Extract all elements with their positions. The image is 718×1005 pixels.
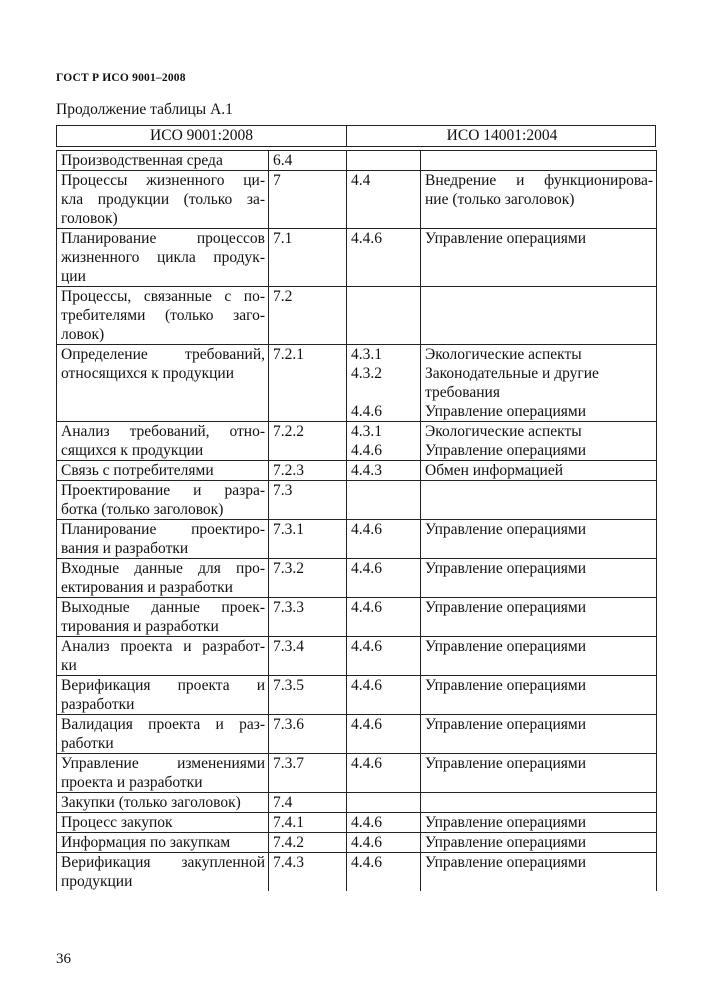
iso9001-clause-number: 7.4 [269,793,347,813]
table-row [57,793,657,813]
iso14001-clause-number [347,637,421,676]
iso9001-clause-title [57,637,269,676]
iso9001-clause-title-line: Связь с потребителями [61,462,214,479]
iso9001-clause-title-line: продукции [61,873,133,890]
table-row [57,754,657,793]
iso14001-clause-title-line: требования [425,384,500,401]
iso14001-clause-number [347,676,421,715]
iso9001-clause-title-line: требителями (только заго- [61,307,265,324]
iso14001-clause-number-line: 4.3.1 [351,423,382,440]
column-header-iso14001: ИСО 14001:2004 [446,127,558,144]
iso14001-clause-title-line: Управление операциями [425,677,586,694]
iso14001-clause-title-line: Экологические аспекты [425,423,582,440]
iso14001-clause-number-line [351,383,417,402]
iso9001-clause-title-line: Определение требований, [61,346,265,363]
iso14001-clause-title [421,715,657,754]
iso9001-clause-number: 7.3.2 [269,559,347,598]
iso9001-clause-title-line: кла продукции (только за- [61,191,265,208]
iso9001-clause-title-line: Производственная среда [61,152,223,169]
iso14001-clause-number-line: 4.4.6 [351,638,382,655]
iso9001-clause-title-line: Управление изменениями [61,755,265,772]
iso14001-clause-title-line: Управление операциями [425,854,586,871]
iso14001-clause-title-line: Экологические аспекты [425,346,582,363]
iso9001-clause-title-line: Валидация проекта и раз- [61,716,265,733]
iso9001-clause-number: 7.1 [269,229,347,287]
table-row [57,715,657,754]
iso14001-clause-number-line: 4.4.6 [351,403,382,420]
table-row [57,481,657,520]
iso14001-clause-number-line: 4.4.6 [351,442,382,459]
table-row [57,520,657,559]
iso9001-clause-title-line: ектирования и разработки [61,579,233,596]
iso14001-clause-number-line: 4.4.6 [351,677,382,694]
table-row [57,813,657,833]
table-row [57,559,657,598]
iso14001-clause-number-line: 4.4.6 [351,230,382,247]
table-row [57,637,657,676]
table-row [57,833,657,853]
iso9001-clause-number: 7.4.3 [269,853,347,892]
iso14001-clause-title-line: Управление операциями [425,403,586,420]
iso14001-clause-number [347,171,421,229]
iso14001-clause-title [421,793,657,813]
iso14001-clause-title [421,637,657,676]
iso9001-clause-number: 7.2.1 [269,345,347,422]
iso9001-clause-title-line: Верификация проекта и [61,677,265,694]
iso9001-clause-title-line: разработки [61,696,135,713]
iso14001-clause-number [347,598,421,637]
iso9001-clause-title [57,422,269,461]
iso9001-clause-title-line: Информация по закупкам [61,834,231,851]
iso14001-clause-number-line: 4.4.6 [351,716,382,733]
iso9001-clause-title-line: Проектирование и разра- [61,482,265,499]
table-caption: Продолжение таблицы А.1 [56,101,233,118]
iso14001-clause-title-line: Управление операциями [425,442,586,459]
iso9001-clause-title [57,853,269,892]
iso14001-clause-title [421,229,657,287]
iso9001-clause-title-line: ции [61,268,86,285]
iso9001-clause-title [57,171,269,229]
iso9001-clause-title-line: вания и разработки [61,540,189,557]
table-row [57,676,657,715]
iso9001-clause-title-line: Процесс закупок [61,814,173,831]
iso14001-clause-title [421,598,657,637]
iso14001-clause-number [347,229,421,287]
iso9001-clause-title [57,715,269,754]
table-row [57,853,657,892]
iso9001-clause-title-line: ботка (только заголовок) [61,501,224,518]
iso14001-clause-title-line: Управление операциями [425,521,586,538]
iso14001-clause-title-line: Законодательные и другие [425,365,599,382]
iso9001-clause-title-line: Верификация закупленной [61,854,265,871]
iso14001-clause-title-line: Управление операциями [425,560,586,577]
iso9001-clause-number: 7.3.4 [269,637,347,676]
iso9001-clause-title [57,151,269,171]
iso9001-clause-title [57,559,269,598]
iso14001-clause-title-line: Управление операциями [425,755,586,772]
iso9001-clause-number: 7.3.7 [269,754,347,793]
iso14001-clause-title-line: Управление операциями [425,599,586,616]
table-row [57,171,657,229]
iso14001-clause-number [347,833,421,853]
iso9001-clause-number: 7.2.3 [269,461,347,481]
iso14001-clause-number-line: 4.4.6 [351,599,382,616]
iso14001-clause-number-line: 4.3.2 [351,365,382,382]
iso14001-clause-number-line: 4.4.6 [351,560,382,577]
iso9001-clause-title-line: Анализ проекта и разработ- [61,638,265,655]
iso14001-clause-number-line: 4.4.6 [351,854,382,871]
iso9001-clause-title-line: Выходные данные проек- [61,599,265,616]
iso14001-clause-number-line: 4.4.6 [351,834,382,851]
iso14001-clause-title [421,754,657,793]
iso14001-clause-title [421,481,657,520]
iso14001-clause-number [347,559,421,598]
iso9001-clause-title-line: Планирование процессов [61,230,265,247]
iso14001-clause-number [347,287,421,345]
iso9001-clause-title-line: ловок) [61,326,105,343]
iso9001-clause-title-line: жизненного цикла продук- [61,249,265,266]
iso9001-clause-title [57,598,269,637]
iso9001-clause-title [57,813,269,833]
iso14001-clause-number-line: 4.4.3 [351,462,382,479]
iso14001-clause-title [421,422,657,461]
iso14001-clause-title [421,833,657,853]
iso14001-clause-title-line: ние (только заголовок) [425,191,575,208]
iso9001-clause-title-line: работки [61,735,114,752]
iso14001-clause-number [347,754,421,793]
iso9001-clause-title [57,287,269,345]
iso9001-clause-title [57,676,269,715]
iso14001-clause-number [347,715,421,754]
iso14001-clause-title [421,171,657,229]
iso9001-clause-number: 7.3.5 [269,676,347,715]
iso9001-clause-title-line: Процессы, связанные с по- [61,288,265,305]
iso9001-clause-number: 7.3.1 [269,520,347,559]
iso9001-clause-title [57,461,269,481]
document-header: ГОСТ Р ИСО 9001–2008 [56,72,186,84]
table-row [57,345,657,422]
iso14001-clause-title [421,559,657,598]
iso14001-clause-number [347,461,421,481]
table-row [57,461,657,481]
correspondence-table [56,125,656,891]
iso9001-clause-title [57,481,269,520]
iso14001-clause-title [421,461,657,481]
iso14001-clause-number [347,345,421,422]
iso9001-clause-number: 6.4 [269,151,347,171]
iso9001-clause-title-line: относящихся к продукции [61,365,234,382]
iso9001-clause-title-line: Анализ требований, отно- [61,423,265,440]
iso14001-clause-number-line: 4.4 [351,172,371,189]
iso14001-clause-number-line: 4.4.6 [351,521,382,538]
iso9001-clause-number: 7.3.6 [269,715,347,754]
page-number: 36 [56,951,71,967]
iso14001-clause-title-line: Управление операциями [425,834,586,851]
iso9001-clause-title-line: Процессы жизненного ци- [61,172,265,189]
iso9001-clause-number: 7.3 [269,481,347,520]
iso14001-clause-number [347,813,421,833]
iso14001-clause-title [421,813,657,833]
iso9001-clause-number: 7.4.2 [269,833,347,853]
iso14001-clause-number [347,422,421,461]
iso14001-clause-title-line: Управление операциями [425,638,586,655]
table-row [57,422,657,461]
iso14001-clause-number [347,481,421,520]
iso9001-clause-title-line: сящихся к продукции [61,442,204,459]
table-row [57,229,657,287]
iso14001-clause-number [347,151,421,171]
iso9001-clause-number: 7.3.3 [269,598,347,637]
iso14001-clause-title [421,345,657,422]
iso14001-clause-title [421,853,657,892]
column-header-iso9001: ИСО 9001:2008 [57,126,347,146]
iso9001-clause-number: 7.2.2 [269,422,347,461]
iso9001-clause-number: 7 [269,171,347,229]
iso14001-clause-number-line: 4.4.6 [351,814,382,831]
iso9001-clause-title-line: Планирование проектиро- [61,521,265,538]
iso14001-clause-number [347,793,421,813]
table-body [56,150,657,891]
iso9001-clause-title [57,833,269,853]
iso9001-clause-title [57,345,269,422]
iso14001-clause-title-line: Обмен информацией [425,462,564,479]
iso9001-clause-number: 7.4.1 [269,813,347,833]
iso9001-clause-title-line: Входные данные для про- [61,560,265,577]
iso9001-clause-title [57,793,269,813]
table-row [57,151,657,171]
table-header [56,125,656,147]
iso14001-clause-number [347,520,421,559]
iso14001-clause-title [421,151,657,171]
iso9001-clause-title-line: проекта и разработки [61,774,203,791]
iso9001-clause-title-line: головок) [61,210,118,227]
iso9001-clause-title [57,754,269,793]
iso14001-clause-number-line: 4.3.1 [351,346,382,363]
iso14001-clause-title-line: Внедрение и функционирова- [425,172,653,189]
iso14001-clause-title-line: Управление операциями [425,716,586,733]
iso14001-clause-title [421,520,657,559]
iso9001-clause-title-line: ки [61,657,77,674]
iso9001-clause-number: 7.2 [269,287,347,345]
iso9001-clause-title [57,520,269,559]
iso9001-clause-title [57,229,269,287]
iso14001-clause-title-line: Управление операциями [425,230,586,247]
iso14001-clause-title [421,676,657,715]
iso14001-clause-title [421,287,657,345]
iso9001-clause-title-line: тирования и разработки [61,618,219,635]
iso14001-clause-title-line: Управление операциями [425,814,586,831]
iso14001-clause-number-line: 4.4.6 [351,755,382,772]
table-row [57,598,657,637]
table-row [57,287,657,345]
iso9001-clause-title-line: Закупки (только заголовок) [61,794,241,811]
iso14001-clause-number [347,853,421,892]
